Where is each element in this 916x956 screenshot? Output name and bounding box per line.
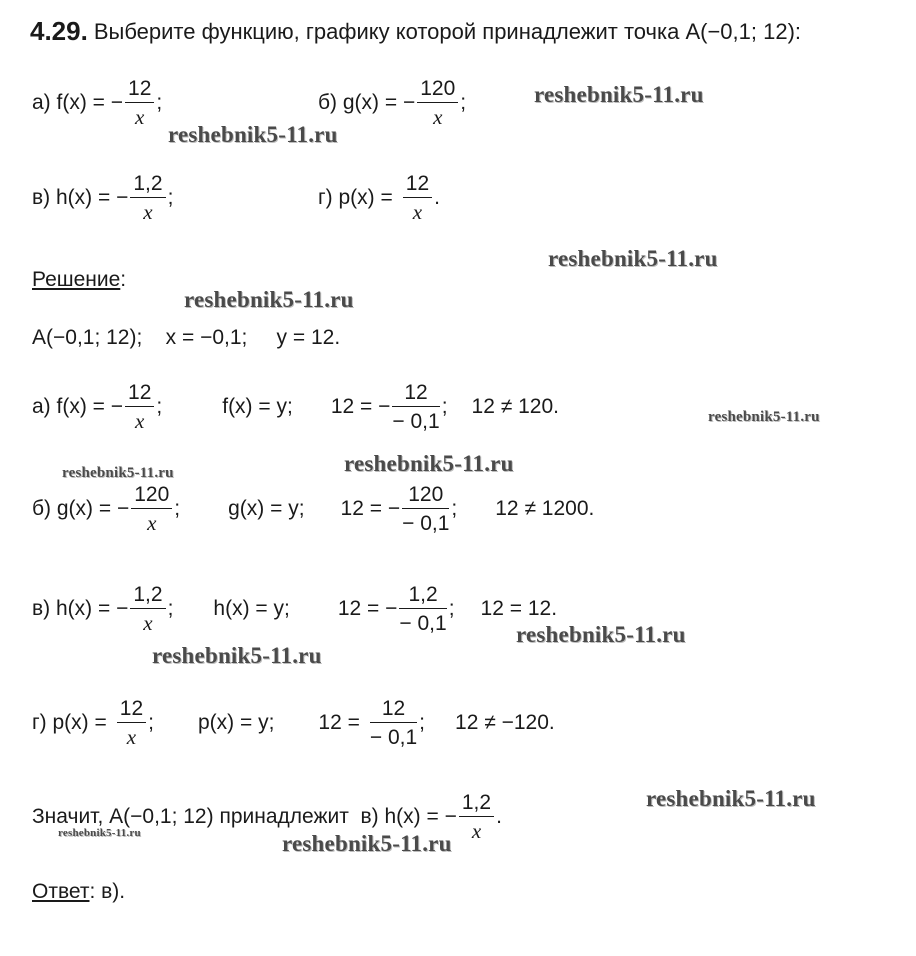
row-v-numerator: 1,2 <box>133 583 163 606</box>
row-g-denominator: x <box>126 725 137 749</box>
watermark: reshebnik5-11.ru <box>534 82 704 107</box>
option-b <box>318 78 466 128</box>
row-v-fraction <box>130 584 165 634</box>
watermark: reshebnik5-11.ru <box>152 643 322 668</box>
answer-label: Ответ <box>32 880 90 903</box>
solution-label-colon: : <box>120 268 127 291</box>
option-a-tail: ; <box>156 91 163 114</box>
option-b-numerator: 120 <box>420 77 456 100</box>
row-a-denominator2: − 0,1 <box>392 410 440 433</box>
option-b-tail: ; <box>460 91 467 114</box>
row-a-numerator2: 12 <box>404 381 428 404</box>
conclusion-fraction <box>459 792 494 842</box>
solution-row-b <box>32 484 594 534</box>
conclusion-denominator: x <box>471 819 482 843</box>
option-g-numerator: 12 <box>405 172 430 195</box>
option-g <box>318 173 440 223</box>
row-b-fraction2 <box>402 484 449 534</box>
row-a-denominator: x <box>135 409 145 433</box>
row-v-sep: ; <box>167 597 174 620</box>
option-g-tail: . <box>434 186 440 209</box>
row-a-fraction2 <box>392 382 439 432</box>
solution-row-a <box>32 382 559 432</box>
solution-row-v <box>32 584 557 634</box>
row-v-lhs: в) h(x) = − <box>32 597 129 620</box>
conclusion-text: Значит, A(−0,1; 12) принадлежит в) h(x) = − <box>32 805 457 828</box>
row-g-sep: ; <box>148 711 154 734</box>
watermark: reshebnik5-11.ru <box>168 122 338 147</box>
row-a-fraction <box>125 382 154 432</box>
option-b-fraction <box>417 78 458 128</box>
row-b-numerator2: 120 <box>408 483 444 506</box>
option-v-numerator: 1,2 <box>133 172 163 195</box>
row-b-sep: ; <box>174 497 181 520</box>
row-v-denominator2: − 0,1 <box>399 612 447 635</box>
row-g-lhs2: 12 = <box>318 711 360 734</box>
option-a-fraction <box>125 78 154 128</box>
option-g-denominator: x <box>412 200 423 224</box>
option-g-lhs: г) p(x) = <box>318 186 393 209</box>
solution-label: Решение <box>32 268 121 291</box>
row-a-numerator: 12 <box>128 381 152 404</box>
row-g-fraction2 <box>370 698 417 748</box>
option-v-fraction <box>130 173 165 223</box>
given-values: A(−0,1; 12); x = −0,1; y = 12. <box>32 326 341 349</box>
row-a-result: 12 ≠ 120. <box>471 395 559 418</box>
row-b-denominator2: − 0,1 <box>402 512 450 535</box>
row-b-sep2: ; <box>451 497 458 520</box>
row-g-numerator2: 12 <box>381 697 406 720</box>
row-a-lhs2: 12 = − <box>330 395 391 418</box>
option-v <box>32 173 173 223</box>
row-a-sep: ; <box>156 395 163 418</box>
watermark: reshebnik5-11.ru <box>58 827 141 839</box>
answer-value: : в). <box>89 880 126 903</box>
row-b-lhs2: 12 = − <box>340 497 401 520</box>
option-a-lhs: а) f(x) = − <box>32 91 124 114</box>
option-b-denominator: x <box>433 105 443 129</box>
row-v-result: 12 = 12. <box>480 597 558 620</box>
option-v-lhs: в) h(x) = − <box>32 186 129 209</box>
option-a <box>32 78 162 128</box>
option-v-tail: ; <box>167 186 174 209</box>
option-a-denominator: x <box>135 105 145 129</box>
answer <box>32 880 125 904</box>
row-b-fraction <box>131 484 172 534</box>
row-g-fraction <box>117 698 146 748</box>
row-b-eq: g(x) = y; <box>228 497 305 520</box>
problem-text: Выберите функцию, графику которой принадлежит точка A(−0,1; 12): <box>93 18 802 44</box>
watermark: reshebnik5-11.ru <box>62 465 174 481</box>
row-v-numerator2: 1,2 <box>408 583 438 606</box>
row-a-eq: f(x) = y; <box>222 395 293 418</box>
row-v-sep2: ; <box>448 597 455 620</box>
row-b-numerator: 120 <box>134 483 170 506</box>
row-g-lhs: г) p(x) = <box>32 711 107 734</box>
option-v-denominator: x <box>143 200 153 224</box>
option-g-fraction <box>403 173 432 223</box>
row-v-fraction2 <box>399 584 446 634</box>
row-g-result: 12 ≠ −120. <box>455 711 555 734</box>
row-v-eq: h(x) = y; <box>213 597 290 620</box>
solution-row-g <box>32 698 555 748</box>
row-b-result: 12 ≠ 1200. <box>495 497 595 520</box>
watermark: reshebnik5-11.ru <box>184 287 354 312</box>
row-b-denominator: x <box>147 511 157 535</box>
row-a-lhs: а) f(x) = − <box>32 395 124 418</box>
row-g-sep2: ; <box>419 711 426 734</box>
option-b-lhs: б) g(x) = − <box>318 91 416 114</box>
solution-heading <box>32 268 126 292</box>
watermark: reshebnik5-11.ru <box>548 246 718 271</box>
row-g-denominator2: − 0,1 <box>369 726 418 749</box>
watermark: reshebnik5-11.ru <box>516 622 686 647</box>
row-v-lhs2: 12 = − <box>337 597 398 620</box>
row-v-denominator: x <box>143 611 153 635</box>
option-a-numerator: 12 <box>128 77 152 100</box>
watermark: reshebnik5-11.ru <box>646 786 816 811</box>
row-b-lhs: б) g(x) = − <box>32 497 130 520</box>
watermark: reshebnik5-11.ru <box>708 409 820 425</box>
row-g-eq: p(x) = y; <box>197 711 275 734</box>
problem-header <box>30 16 801 47</box>
conclusion-numerator: 1,2 <box>461 791 492 814</box>
watermark: reshebnik5-11.ru <box>344 451 514 476</box>
row-g-numerator: 12 <box>119 697 144 720</box>
conclusion-tail: . <box>496 805 502 828</box>
problem-number: 4.29. <box>30 16 88 46</box>
row-a-sep2: ; <box>441 395 448 418</box>
watermark: reshebnik5-11.ru <box>282 831 452 856</box>
